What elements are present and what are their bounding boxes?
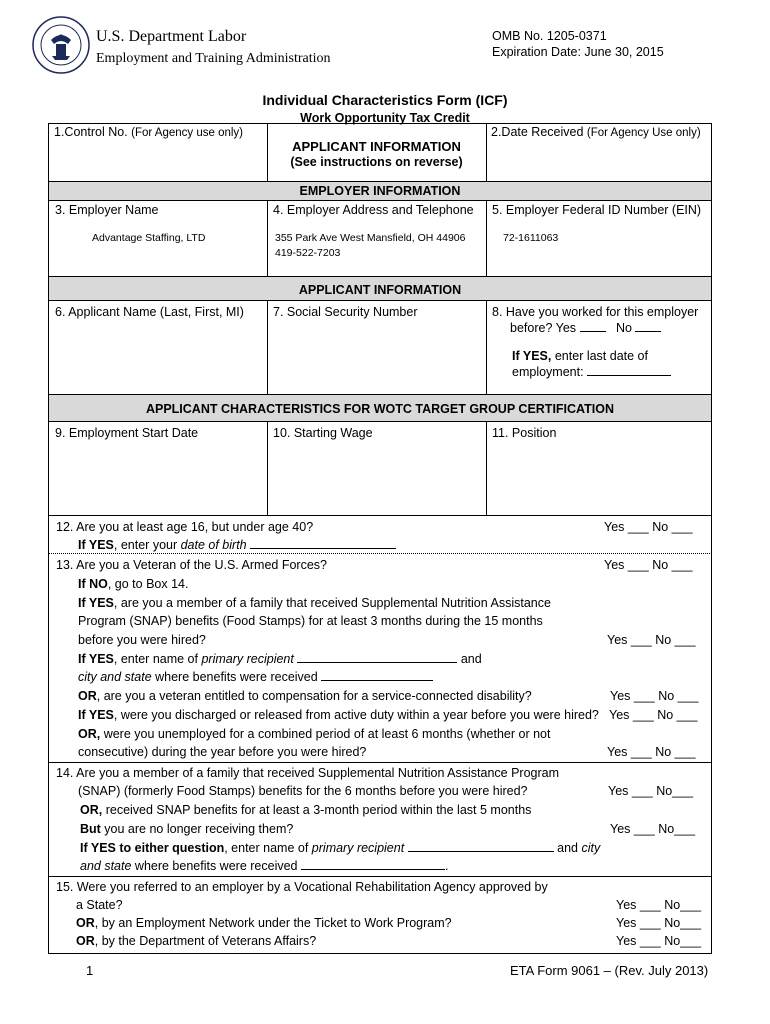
q13-yes-no-5[interactable]: Yes ___ No ___ <box>607 633 696 647</box>
q13-l3-bold: If YES <box>78 596 114 610</box>
q14-l6-italic: and state <box>80 859 132 873</box>
q15-l3-rest: , by an Employment Network under the Ticket to Work Program? <box>94 916 452 930</box>
form-id: ETA Form 9061 – (Rev. July 2013) <box>510 963 709 978</box>
q13-line6 <box>78 650 482 669</box>
q13-l7-rest: where benefits were received <box>151 670 318 684</box>
q13-l6-rest: , enter name of <box>113 652 202 666</box>
q13-line2 <box>78 575 188 594</box>
q13-l10-rest: were you unemployed for a combined period of at least 6 months (whether or not <box>100 727 551 741</box>
q14-bottom-divider <box>48 876 712 877</box>
employer-section-title: EMPLOYER INFORMATION <box>299 184 461 198</box>
q14-l5-bold: If YES to either question <box>80 841 225 855</box>
expiration-date: Expiration Date: June 30, 2015 <box>492 45 664 59</box>
q13-l8-bold: OR <box>78 689 97 703</box>
q14-yes-no-4[interactable]: Yes ___ No___ <box>610 822 696 836</box>
q14-line3 <box>80 801 531 820</box>
box3-employer-name-label: 3. Employer Name <box>55 203 159 217</box>
q14-line5 <box>80 839 600 858</box>
box8-no-label: No <box>615 321 632 335</box>
q12-dob-label: date of birth <box>180 538 247 552</box>
q13-ifno: If NO <box>78 577 108 591</box>
omb-number: OMB No. 1205-0371 <box>492 29 607 43</box>
box8-employment-label: employment: <box>512 365 584 379</box>
q14-line4 <box>80 820 293 839</box>
q13-l7-italic: city and state <box>78 670 152 684</box>
q15-yes-no-3[interactable]: Yes ___ No___ <box>616 916 702 930</box>
q13-yes-no-11[interactable]: Yes ___ No ___ <box>607 745 696 759</box>
q14-l5-rest: , enter name of <box>224 841 312 855</box>
q13-l8-rest: , are you a veteran entitled to compensation for a service-connected disability? <box>96 689 532 703</box>
agency-line2: Employment and Training Administration <box>96 51 331 66</box>
q12-ifyes: If YES <box>78 538 114 552</box>
q13-l6-end: and <box>460 652 482 666</box>
q15-line3 <box>76 914 452 933</box>
box6-applicant-name-label[interactable]: 6. Applicant Name (Last, First, MI) <box>55 305 244 319</box>
box1-label: 1.Control No. <box>54 125 128 139</box>
q15-line1: 15. Were you referred to an employer by a Vocational Rehabilitation Agency approved by <box>56 880 548 894</box>
q13-line10 <box>78 725 551 744</box>
q13-yes-no-9[interactable]: Yes ___ No ___ <box>609 708 698 722</box>
q13-yes-no-8[interactable]: Yes ___ No ___ <box>610 689 699 703</box>
q13-l6-italic: primary recipient <box>201 652 294 666</box>
q15-line4 <box>76 932 316 951</box>
q15-l4-bold: OR <box>76 934 95 948</box>
box1-control-no[interactable] <box>54 125 243 141</box>
box5-ein-label: 5. Employer Federal ID Number (EIN) <box>492 203 702 217</box>
box8-ifyes-rest: enter last date of <box>554 349 648 363</box>
employer-phone-value[interactable]: 419-522-7203 <box>275 247 341 259</box>
q13-l9-rest: , were you discharged or released from active duty within a year before you were hired? <box>113 708 599 722</box>
q14-line2: (SNAP) (formerly Food Stamps) benefits for the 6 months before you were hired? <box>78 784 528 798</box>
q15-yes-no-4[interactable]: Yes ___ No___ <box>616 934 702 948</box>
q12-line2-rest: , enter your <box>113 538 181 552</box>
q15-line2: a State? <box>76 898 123 912</box>
q14-l3-rest: received SNAP benefits for at least a 3-month period within the last 5 months <box>102 803 532 817</box>
q14-yes-no-2[interactable]: Yes ___ No___ <box>608 784 694 798</box>
q13-line9 <box>78 706 599 725</box>
q14-city-state-blank[interactable] <box>301 858 445 870</box>
box4-right-border <box>486 201 487 277</box>
box1-note: (For Agency use only) <box>131 127 243 139</box>
box8-no-blank[interactable] <box>635 320 661 332</box>
q14-l5-italic2: city <box>581 841 601 855</box>
form-title: Individual Characteristics Form (ICF) <box>262 92 508 108</box>
q13-line5: before you were hired? <box>78 633 206 647</box>
form-subtitle: Work Opportunity Tax Credit <box>300 111 470 125</box>
q14-l3-bold: OR, <box>80 803 103 817</box>
omb-block <box>492 28 664 60</box>
box3-right-border <box>267 201 268 277</box>
q14-l5-italic: primary recipient <box>311 841 405 855</box>
q13-line4: Program (SNAP) benefits (Food Stamps) for at least 3 months during the 15 months <box>78 614 543 628</box>
q13-recipient-blank[interactable] <box>297 651 457 663</box>
q14-l4-rest: you are no longer receiving them? <box>100 822 294 836</box>
box2-left-border <box>486 123 487 181</box>
q15-l4-rest: , by the Department of Veterans Affairs? <box>94 934 317 948</box>
employer-ein-value[interactable]: 72-1611063 <box>503 232 559 244</box>
q13-l6-bold: If YES <box>78 652 114 666</box>
box2-label: 2.Date Received <box>491 125 584 139</box>
characteristics-title: APPLICANT CHARACTERISTICS FOR WOTC TARGET GROUP CERTIFICATION <box>145 402 615 416</box>
q12-line2 <box>78 536 396 555</box>
box8-yes-label: before? Yes <box>510 321 577 335</box>
box7-ssn-label[interactable]: 7. Social Security Number <box>273 305 418 319</box>
q13-line1: 13. Are you a Veteran of the U.S. Armed Forces? <box>56 558 327 572</box>
q14-l6-rest: where benefits were received <box>131 859 298 873</box>
agency-line1: U.S. Department Labor <box>96 28 247 45</box>
q13-l2-rest: , go to Box 14. <box>107 577 189 591</box>
q14-line1: 14. Are you a member of a family that received Supplemental Nutrition Assistance Program <box>56 766 560 780</box>
q13-bottom-divider <box>48 762 712 763</box>
q12-dob-blank[interactable] <box>250 537 396 549</box>
applicant-info-heading-top <box>267 139 486 169</box>
applicant-info-title: APPLICANT INFORMATION <box>292 139 461 154</box>
dol-seal-icon <box>32 16 90 74</box>
q13-l9-bold: If YES <box>78 708 114 722</box>
box9-start-date-label[interactable]: 9. Employment Start Date <box>55 426 199 440</box>
box10-starting-wage-label[interactable]: 10. Starting Wage <box>273 426 373 440</box>
employer-name-value[interactable]: Advantage Staffing, LTD <box>92 232 206 244</box>
q15-l3-bold: OR <box>76 916 95 930</box>
box8-line2 <box>492 320 698 336</box>
q13-line8 <box>78 687 532 706</box>
box8-line1: 8. Have you worked for this employer <box>492 305 699 319</box>
q14-recipient-blank[interactable] <box>408 840 554 852</box>
page-number: 1 <box>86 963 94 978</box>
q13-l10-bold: OR, <box>78 727 101 741</box>
applicant-section-title: APPLICANT INFORMATION <box>298 283 462 297</box>
q14-l5-end: and <box>553 841 582 855</box>
q13-yes-no-1[interactable]: Yes ___ No ___ <box>604 558 693 572</box>
applicant-info-note: (See instructions on reverse) <box>290 155 463 169</box>
box10-right-border <box>486 422 487 516</box>
q13-line3 <box>78 594 551 613</box>
employer-address-value[interactable]: 355 Park Ave West Mansfield, OH 44906 <box>275 232 466 244</box>
q13-line11: consecutive) during the year before you were hired? <box>78 745 367 759</box>
box9-right-border <box>267 422 268 516</box>
q15-yes-no-2[interactable]: Yes ___ No___ <box>616 898 702 912</box>
q12-yes-no[interactable]: Yes ___ No ___ <box>604 520 693 534</box>
q12-line1: 12. Are you at least age 16, but under age 40? <box>56 520 314 534</box>
box11-position-label[interactable]: 11. Position <box>492 426 557 440</box>
box8-employment-blank[interactable] <box>587 364 671 376</box>
box8-yes-blank[interactable] <box>580 320 606 332</box>
agency-block <box>96 28 331 68</box>
q14-l4-bold: But <box>80 822 101 836</box>
box8-ifyes <box>512 348 671 380</box>
box2-date-received[interactable] <box>491 125 701 141</box>
box8-ifyes-bold: If YES, <box>512 349 552 363</box>
box4-employer-address-label: 4. Employer Address and Telephone <box>273 203 474 217</box>
q13-l3-rest: , are you a member of a family that received Supplemental Nutrition Assistance <box>113 596 551 610</box>
q14-line6: and state where benefits were received . <box>80 859 449 873</box>
q13-city-state-blank[interactable] <box>321 669 433 681</box>
box6-right-border <box>267 301 268 395</box>
box8-worked-before <box>492 305 698 336</box>
box7-right-border <box>486 301 487 395</box>
q13-line7 <box>78 668 433 687</box>
box2-note: (For Agency Use only) <box>586 127 701 139</box>
